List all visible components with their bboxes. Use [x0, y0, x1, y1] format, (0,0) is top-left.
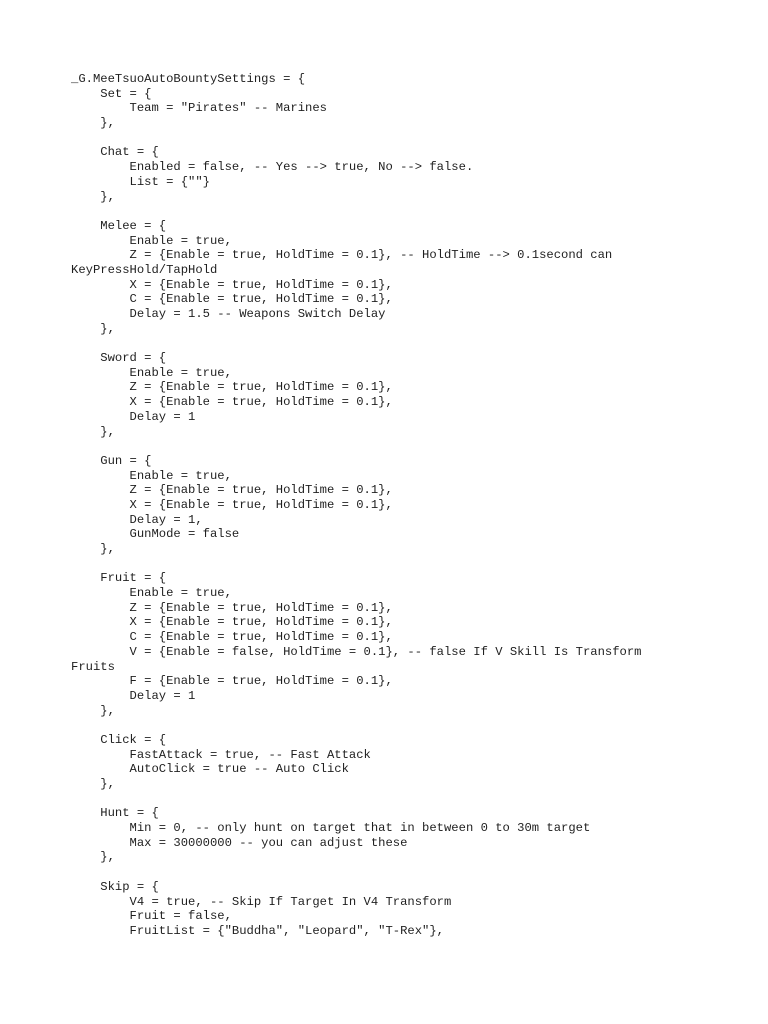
code-line: Gun = {: [71, 453, 152, 468]
code-line: Enable = true,: [71, 586, 232, 601]
code-line: C = {Enable = true, HoldTime = 0.1},: [71, 630, 393, 645]
code-line: },: [71, 850, 115, 865]
code-line: Delay = 1,: [71, 512, 203, 527]
code-line: Team = "Pirates" -- Marines: [71, 101, 327, 116]
code-line: Z = {Enable = true, HoldTime = 0.1}, -- HoldTime --> 0.1second can: [71, 248, 613, 263]
code-line: },: [71, 424, 115, 439]
code-line: V = {Enable = false, HoldTime = 0.1}, -- false If V Skill Is Transform: [71, 644, 642, 659]
code-line: Min = 0, -- only hunt on target that in between 0 to 30m target: [71, 821, 591, 836]
code-line: Delay = 1: [71, 688, 196, 703]
code-line: },: [71, 321, 115, 336]
code-line: _G.MeeTsuoAutoBountySettings = {: [71, 72, 306, 86]
code-line: GunMode = false: [71, 527, 240, 542]
code-line: X = {Enable = true, HoldTime = 0.1},: [71, 497, 393, 512]
blank-line: [71, 865, 751, 880]
code-line: C = {Enable = true, HoldTime = 0.1},: [71, 292, 393, 307]
code-line: Max = 30000000 -- you can adjust these: [71, 835, 408, 850]
code-line: X = {Enable = true, HoldTime = 0.1},: [71, 277, 393, 292]
code-line: Melee = {: [71, 218, 167, 233]
code-line: Z = {Enable = true, HoldTime = 0.1},: [71, 380, 393, 395]
code-line: X = {Enable = true, HoldTime = 0.1},: [71, 395, 393, 410]
code-line: Enable = true,: [71, 233, 232, 248]
code-line: X = {Enable = true, HoldTime = 0.1},: [71, 615, 393, 630]
code-line: Sword = {: [71, 351, 167, 366]
code-line: Enable = true,: [71, 468, 232, 483]
code-line: Z = {Enable = true, HoldTime = 0.1},: [71, 600, 393, 615]
code-line: },: [71, 189, 115, 204]
code-line: Delay = 1.5 -- Weapons Switch Delay: [71, 307, 386, 321]
code-line: Skip = {: [71, 879, 159, 894]
code-line: Z = {Enable = true, HoldTime = 0.1},: [71, 483, 393, 498]
code-line: },: [71, 703, 115, 718]
code-line: Hunt = {: [71, 806, 159, 821]
blank-line: [71, 131, 751, 146]
code-block: [71, 72, 751, 939]
code-line: List = {""}: [71, 174, 210, 189]
code-line: FastAttack = true, -- Fast Attack: [71, 747, 371, 762]
code-line: Fruits: [71, 659, 115, 674]
blank-line: [71, 439, 751, 454]
blank-line: [71, 718, 751, 733]
code-line: AutoClick = true -- Auto Click: [71, 762, 349, 777]
code-line: KeyPressHold/TapHold: [71, 262, 218, 277]
blank-line: [71, 792, 751, 807]
code-line: Enable = true,: [71, 365, 232, 380]
code-line: Fruit = false,: [71, 909, 232, 924]
blank-line: [71, 557, 751, 572]
code-line: },: [71, 777, 115, 791]
code-line: V4 = true, -- Skip If Target In V4 Transform: [71, 894, 452, 909]
code-line: F = {Enable = true, HoldTime = 0.1},: [71, 674, 393, 689]
code-line: },: [71, 542, 115, 556]
code-line: Chat = {: [71, 145, 159, 160]
code-line: Set = {: [71, 86, 152, 101]
code-line: Click = {: [71, 732, 167, 747]
code-line: Delay = 1: [71, 409, 196, 424]
code-line: },: [71, 116, 115, 131]
code-line: FruitList = {"Buddha", "Leopard", "T-Rex"},: [71, 923, 444, 938]
code-line: Fruit = {: [71, 571, 167, 586]
code-line: Enabled = false, -- Yes --> true, No --> false.: [71, 160, 474, 175]
blank-line: [71, 336, 751, 351]
blank-line: [71, 204, 751, 219]
